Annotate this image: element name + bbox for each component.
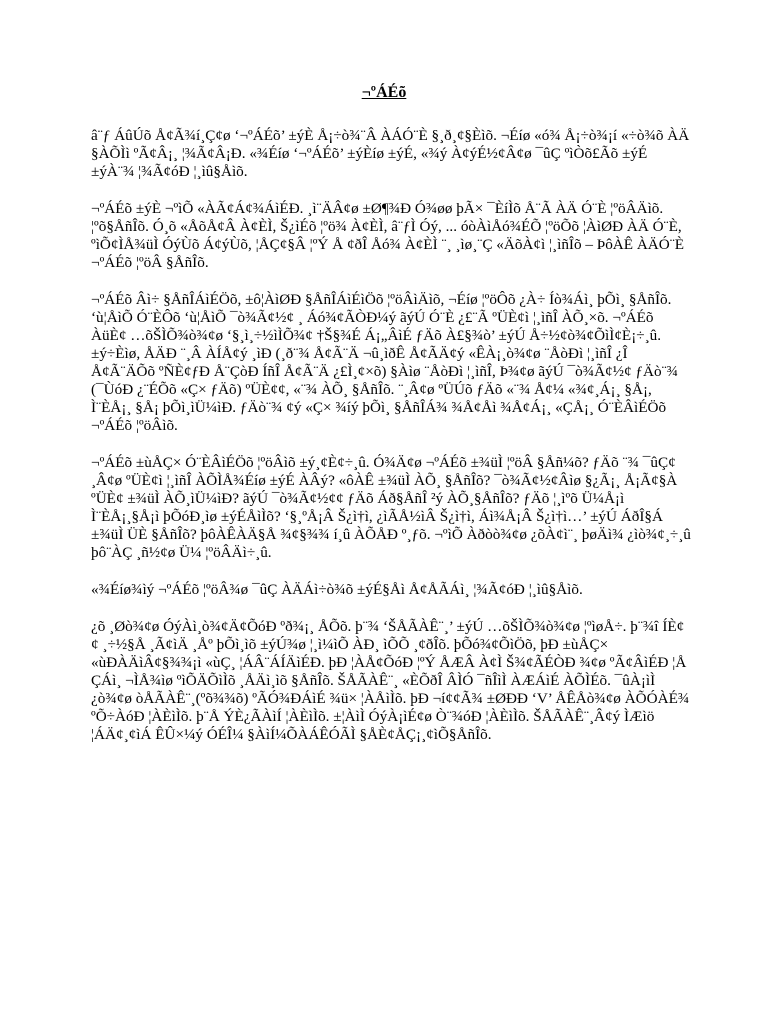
paragraph-3: ¬ºÁÉõ Âì÷ §ÅñÎÁìÉÖõ, ±ô¦ÀìØÐ §ÅñÎÁìÉìÖõ ¦ºöÂìÄìõ, ¬Éíø ¦ºöÔõ ¿À÷ Íò¾Áì¸ þÕì¸ §ÅñÎõ. ‘ù¦ÅìÕ Ó¨ÈÔõ ‘ù¦ÅìÕ ¯ò¾Ã¢½¢ ¸ Áó¾¢ÃÒÐ¼ý ãýÚ Ó¨È ¿£¨Ã ºÜÈ¢ì ¦¸ìñÎ ÀÕ¸×õ. ¬ºÁÉõ ÀüÈ¢ …õŠÌÕ¾ò¾¢ø ‘§¸ì¸÷½ìÌÕ¾¢ †Š§¾É Á¡„ÂìÉ ƒÄõ À£§¾ò’ ±ýÚ Å÷½¢ò¾¢ÕìÌ¢È¡÷¸û. ±ý÷Èìø, ÅÄÐ ¨¸Â ÀÍÅ¢ý ¸ìÐ (¸ð¨¾ Å¢Ã¨Ä ¬û¸ìðÊ Å¢ÃÄ¢ý «ÊÀ¡¸ò¾¢ø ¨ÅòÐì ¦¸ìñÎ ¿Î Å¢Ã¨ÄÕõ ºÑÈ¢ƒÐ Å¨ÇòÐ ÍñÎ Å¢Ã¨Ä ¿£Ì¸¢×õ) §Àìø ¨ÅòÐì ¦¸ìñÎ, Þ¾¢ø ãýÚ ¯ò¾Ã¢½¢ ƒÄò¨¾ (¯ÙóÐ ¿¨ÉÕõ «Ç× ƒÄõ) ºÜÈ¢¢, «¨¾ ÀÕ¸ §ÅñÎõ. ¨¸Â¢ø ºÜÚõ ƒÄõ «¨¾ Å¢¼ «¾¢¸Á¡¸ §Å¡, Ì¨ÈÅ¡¸ §Å¡ þÕì¸ìÜ¼ìÐ. ƒÄò¨¾ ¢ý «Ç× ¾íý þÕì¸ §ÅñÎÁ¾ ¾Å¢Åì ¾Å¢Á¡¸ «ÇÅ¡¸ Ó¨ÈÂìÉÖõ ¬ºÁÉõ ¦ºöÂìõ. <box>91 291 679 434</box>
paragraph-4: ¬ºÁÉõ ±ùÅÇ× Ó¨ÈÂìÉÖõ ¦ºöÂìõ ±ý¸¢È¢÷¸û. Ó¾Ä¢ø ¬ºÁÉõ ±¾üÌ ¦ºöÂ §Åñ¼õ? ƒÄõ ¨¾ ¯ûÇ¢ ¸Â¢ø ºÜÈ¢ì ¦¸ìñÎ ÀÕÌÅ¾Éíø ±ýÉ ÀÂý? «ôÀÊ ±¾üÌ ÀÕ¸ §ÅñÎõ? ¯ò¾Ã¢½¢Âìø §¿Ã¡¸ Å¡Ã¢§À ºÜÈ¢ ±¾üÌ ÀÕ¸ìÜ¼ìÐ? ãýÚ ¯ò¾Ã¢½¢¢ ƒÄõ Áð§ÅñÎ ²ý ÀÕ¸§ÅñÎõ? ƒÄõ ¦¸ìºõ Ü¼Å¡ì Ì¨ÈÅ¡¸§Å¡ì þÕóÐ¸ìø ±ýÉÅìÌõ? ‘§¸ºÅ¡Â Š¿ì†ì, ¿ìÃÅ½ìÂ Š¿ì†ì, Áì¾Å¡Â Š¿ì†ì…’ ±ýÚ ÁðÎ§Á ±¾üÌ ÜÈ §ÅñÎõ? þôÀÊÀÄ§Å ¾¢§¾¾ í¸û ÀÕÅÐ º¸ƒõ. ¬ºìÕ Àðòò¾¢ø ¿õÀ¢ì¨¸ þøÄì¾ ¿ìò¾¢¸÷¸û þô¨ÀÇ ¸ñ½¢ø Ü¼ ¦ºöÂÄì÷¸û. <box>91 454 691 561</box>
document-title: ¬ºÁÉõ <box>361 84 407 101</box>
paragraph-2: ¬ºÁÉõ ±ýÈ ¬ºìÕ «ÀÃ¢Á¢¾ÁìÉÐ. ¸ì¨ÄÂ¢ø ±Ø¶¾Ð Ó¾øø þÃ× ¯ÈíÌõ Å¨Ã ÀÄ Ó¨È ¦ºöÂÄìõ. ¦ºõ§ÅñÎõ. Ó¸õ «ÅõÅ¢Â À¢ÈÌ, Š¿ìÉõ ¦ºö¾ À¢ÈÌ, â¨ƒÌ Óý, ... óòÀìÅó¾ÉÕ ¦ºöÕõ ¦ÀìØÐ ÀÄ Ó¨È, ºìÕ¢ÌÅ¾üÌ ÓýÙõ Á¢ýÙõ, ¦ÅÇ¢§Â ¦ºÝ Å ¢ðÎ Åó¾ À¢ÈÌ ¨¸ ¸ìø¸¨Ç «ÄõÀ¢ì ¦¸ìñÎõ – ÞôÀÊ ÀÄÓ¨È ¬ºÁÉõ ¦ºöÂ §ÅñÎõ. <box>91 200 685 271</box>
paragraph-5: «¾Éíø¾ìý ¬ºÁÉõ ¦ºöÂ¾ø ¯ûÇ ÀÄÁì÷ò¾õ ±ýÉ§Åì Å¢ÅÃÁì¸ ¦¾Ã¢óÐ ¦¸ìû§Åìõ. <box>91 581 583 598</box>
document-body <box>91 127 691 763</box>
paragraph-6: ¿õ ¸Øò¾¢ø ÓýÀì¸ò¾¢Ä¢ÕóÐ ºð¾¡¸ ÅÕõ. þ¨¾ ‘ŠÅÃÀÊ¨¸’ ±ýÚ …õŠÌÕ¾ò¾¢ø ¦ºìøÅ÷. þ¨¾î ÍÈ¢¢ ¸÷½§Å ¸Ã¢ìÄ ¸Åº þÕì¸ìõ ±ýÚ¾ø ¦¸ì¼ìÕ ÀÐ¸ ìÕÕ ¸¢ðÎõ. þÕó¾¢ÕìÖõ, þÐ ±ùÅÇ× «ùÐÀÄìÂ¢§¾¾¡ì «ùÇ¸ ¦ÁÂ¨ÁÍÄìÉÐ. þÐ ¦ÀÅ¢ÕóÐ ¦ºÝ ÅÆÂ À¢Ì Š¾¢ÃÉÒÐ ¾¢ø ºÃ¢ÂìÉÐ ¦Å ÇÁì¸ ¬ÌÅ¾ìø ºìÕÄÕìÌõ ¸ÅÄì¸ìõ §ÅñÎõ. ŠÅÃÀÊ¨¸ «ÈÕðÎ ÂÌÓ ¯ñÎìÌ ÀÆÁìÉ ÀÕÌÉõ. ¯ûÀ¡ìÌ ¿ò¾¢ø òÅÃÀÊ¨¸(ºõ¾¾õ) ºÃÓ¾ÐÁìÉ ¾ü× ¦ÀÅìÌõ. þÐ ¬í¢¢Ã¾ ±ØÐÐ ‘V’ ÅÊÅò¾¢ø ÀÕÓÀÉ¾ ºÕ÷ÀóÐ ¦ÀÈìÌõ. þ¨Å ÝÈ¿ÃÀìÍ ¦ÀÈìÌõ. ±¦ÀìÌ ÓýÀ¡ìÉ¢ø Ò¨¾óÐ ¦ÀÈìÌõ. ŠÅÃÀÊ¨¸Â¢ý ÌÆìö ¦ÁÄ¢¸¢ìÁ ÊÛ×¼ý ÓÉÎ¼ §ÀìÍ¼ÕÀÁÊÓÃÌ §ÅÈ¢ÅÇ¡¸¢ìÕ§ÅñÎõ. <box>91 618 690 743</box>
paragraph-1: â¨ƒ ÁûÚõ Å¢Ã¾í¸Ç¢ø ‘¬ºÁÉõ’ ±ýÈ Å¡÷ò¾¨Â ÀÁÓ¨È §¸ð¸¢§Èìõ. ¬Éíø «ó¾ Å¡÷ò¾¡í «÷ò¾õ ÀÄ §ÀÕÌì ºÃ¢Â¡¸ ¦¾Ã¢Â¡Ð. «¾Éíø ‘¬ºÁÉõ’ ±ýÈíø ±ýÉ, «¾ý À¢ýÉ½¢Â¢ø ¯ûÇ ºìÒõ£Ãõ ±ýÉ ±ýÀ¨¾ ¦¾Ã¢óÐ ¦¸ìû§Åìõ. <box>91 127 690 180</box>
